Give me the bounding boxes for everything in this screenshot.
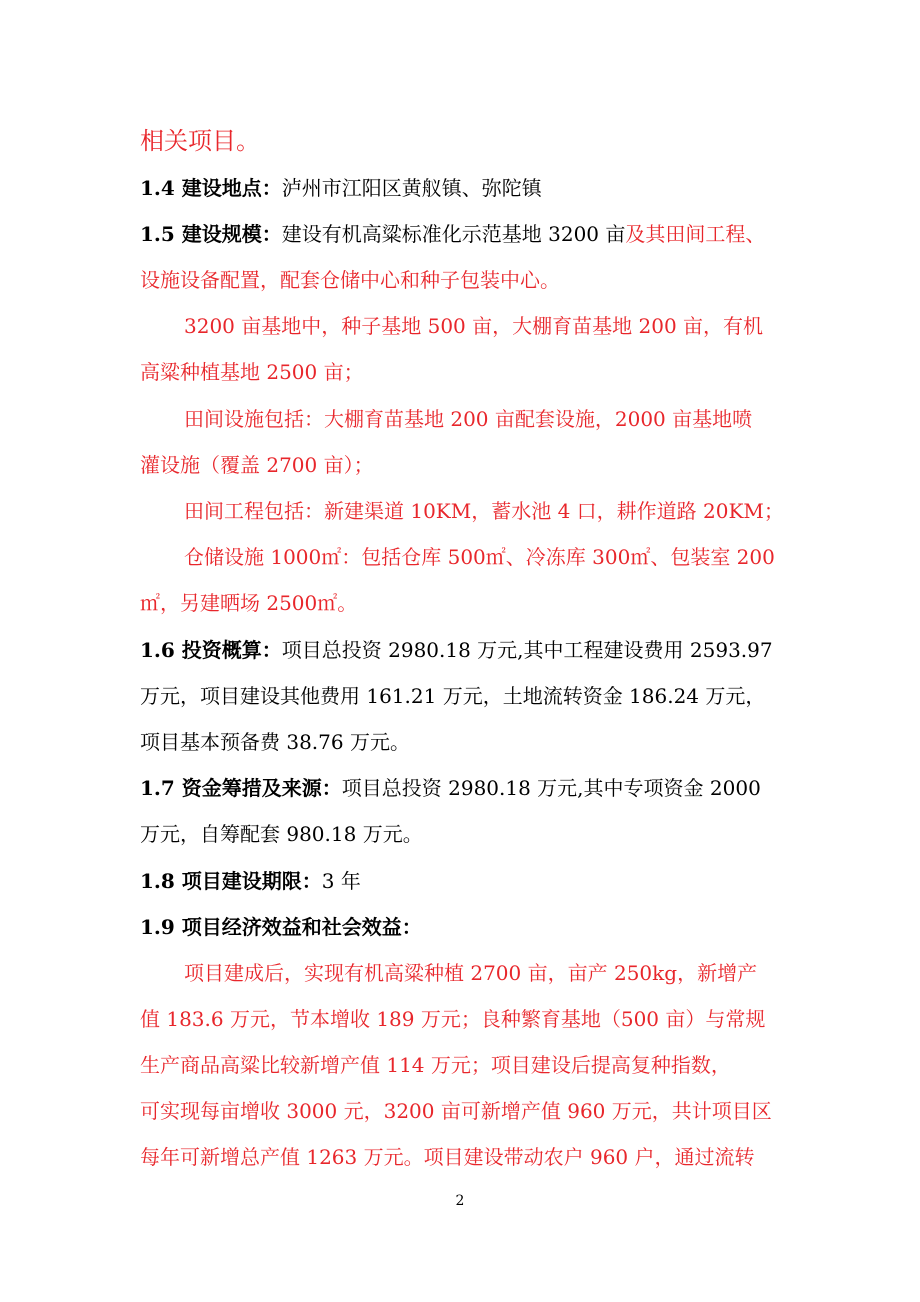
section-1-8 — [140, 866, 790, 896]
section-heading: 1.9 项目经济效益和社会效益： — [140, 915, 422, 939]
text-line — [140, 265, 790, 295]
text-line — [140, 126, 790, 156]
text-span: 项目基本预备费 38.76 万元。 — [140, 730, 410, 754]
page-number: 2 — [455, 1193, 465, 1209]
paragraph-line — [140, 588, 790, 618]
section-1-6 — [140, 635, 790, 665]
section-text: 泸州市江阳区黄舣镇、弥陀镇 — [281, 176, 542, 200]
text-span: 设施设备配置，配套仓储中心和种子包装中心。 — [140, 268, 560, 292]
section-1-5 — [140, 219, 790, 249]
section-heading: 1.4 建设地点： — [140, 176, 282, 200]
paragraph-line — [184, 311, 790, 341]
section-text: 项目总投资 2980.18 万元,其中专项资金 2000 — [341, 776, 761, 800]
paragraph-line — [140, 1050, 790, 1080]
paragraph-line — [140, 1142, 790, 1172]
text-span: ㎡，另建晒场 2500㎡。 — [140, 591, 358, 615]
paragraph-line — [140, 1004, 790, 1034]
section-text: 项目总投资 2980.18 万元,其中工程建设费用 2593.97 — [281, 638, 773, 662]
section-text: 建设有机高粱标准化示范基地 3200 亩 — [281, 222, 626, 246]
section-1-7 — [140, 773, 790, 803]
text-span: 项目建成后，实现有机高粱种植 2700 亩，亩产 250kg，新增产 — [184, 961, 758, 985]
text-line — [140, 727, 790, 757]
paragraph-line — [184, 958, 790, 988]
paragraph-line — [140, 357, 790, 387]
paragraph-line — [184, 404, 790, 434]
text-span: 相关项目。 — [140, 127, 260, 155]
text-line — [140, 681, 790, 711]
text-span: 仓储设施 1000㎡：包括仓库 500㎡、冷冻库 300㎡、包装室 200 — [184, 545, 775, 569]
section-heading: 1.7 资金筹措及来源： — [140, 776, 342, 800]
section-text: 3 年 — [321, 869, 361, 893]
text-span: 灌设施（覆盖 2700 亩）； — [140, 453, 374, 477]
text-span: 万元，项目建设其他费用 161.21 万元，土地流转资金 186.24 万元， — [140, 684, 766, 708]
paragraph-line — [184, 542, 790, 572]
text-span: 田间工程包括：新建渠道 10KM，蓄水池 4 口，耕作道路 20KM； — [184, 499, 784, 523]
text-span: 每年可新增总产值 1263 万元。项目建设带动农户 960 户，通过流转 — [140, 1145, 755, 1169]
section-heading: 1.6 投资概算： — [140, 638, 282, 662]
section-heading: 1.5 建设规模： — [140, 222, 282, 246]
section-1-9 — [140, 912, 790, 942]
text-span: 万元，自筹配套 980.18 万元。 — [140, 822, 423, 846]
text-span: 生产商品高粱比较新增产值 114 万元；项目建设后提高复种指数， — [140, 1053, 731, 1077]
section-1-4 — [140, 173, 790, 203]
text-span: 3200 亩基地中，种子基地 500 亩，大棚育苗基地 200 亩，有机 — [184, 314, 764, 338]
text-span: 田间设施包括：大棚育苗基地 200 亩配套设施，2000 亩基地喷 — [184, 407, 753, 431]
text-span: 值 183.6 万元，节本增收 189 万元；良种繁育基地（500 亩）与常规 — [140, 1007, 766, 1031]
paragraph-line — [140, 1096, 790, 1126]
highlighted-text: 及其田间工程、 — [625, 222, 766, 246]
section-heading: 1.8 项目建设期限： — [140, 869, 322, 893]
text-span: 高粱种植基地 2500 亩； — [140, 360, 364, 384]
paragraph-line — [184, 496, 790, 526]
text-line — [140, 819, 790, 849]
text-span: 可实现每亩增收 3000 元，3200 亩可新增产值 960 万元，共计项目区 — [140, 1099, 772, 1123]
paragraph-line — [140, 450, 790, 480]
